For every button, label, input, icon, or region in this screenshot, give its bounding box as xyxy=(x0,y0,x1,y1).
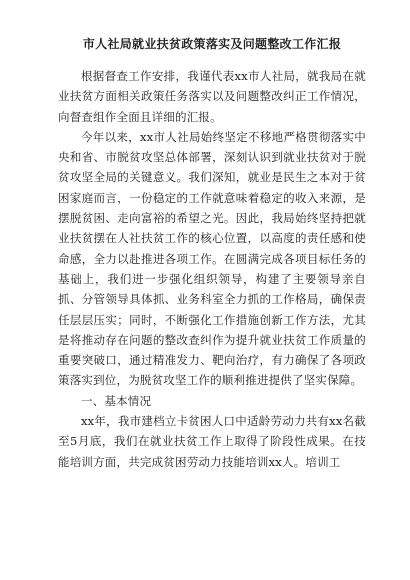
paragraph-basic-situation: xx年，我市建档立卡贫困人口中适龄劳动力共有xx名截至5月底，我们在就业扶贫工作上取得了阶段性成果。在技能培训方面，共完成贫困劳动力技能培训xx人。培训工 xyxy=(58,414,366,469)
paragraph-overview: 今年以来，xx市人社局始终坚定不移地严格贯彻落实中央和省、市脱贫攻坚总体部署，深刻认识到就业扶贫对于脱贫攻坚全局的关键意义。我们深知，就业是民生之本对于贫困家庭而言，一份稳定的工作就意味着稳定的收入来源，是摆脱贫困、走向富裕的希望之光。因此，我局始终坚持把就业扶贫摆在人社扶贫工作的核心位置，以高度的责任感和使命感，全力以赴推进各项工作。在圆满完成各项目标任务的基础上，我们进一步强化组织领导，构建了主要领导亲自抓、分管领导具体抓、业务科室全力抓的工作格局，确保责任层层压实；同时，不断强化工作措施创新工作方法，尤其是将推动存在问题的整改查纠作为提升就业扶贫工作质量的重要突破口，通过精准发力、靶向治疗，有力确保了各项政策落实到位，为脱贫攻坚工作的顺利推进提供了坚实保障。 xyxy=(58,129,366,388)
section-heading-basic-situation: 一、基本情况 xyxy=(81,393,152,408)
paragraph-intro: 根据督查工作安排，我谨代表xx市人社局，就我局在就业扶贫方面相关政策任务落实以及问题整改纠正工作情况，向督查组作全面且详细的汇报。 xyxy=(58,69,366,124)
document-title: 市人社局就业扶贫政策落实及问题整改工作汇报 xyxy=(82,37,342,51)
